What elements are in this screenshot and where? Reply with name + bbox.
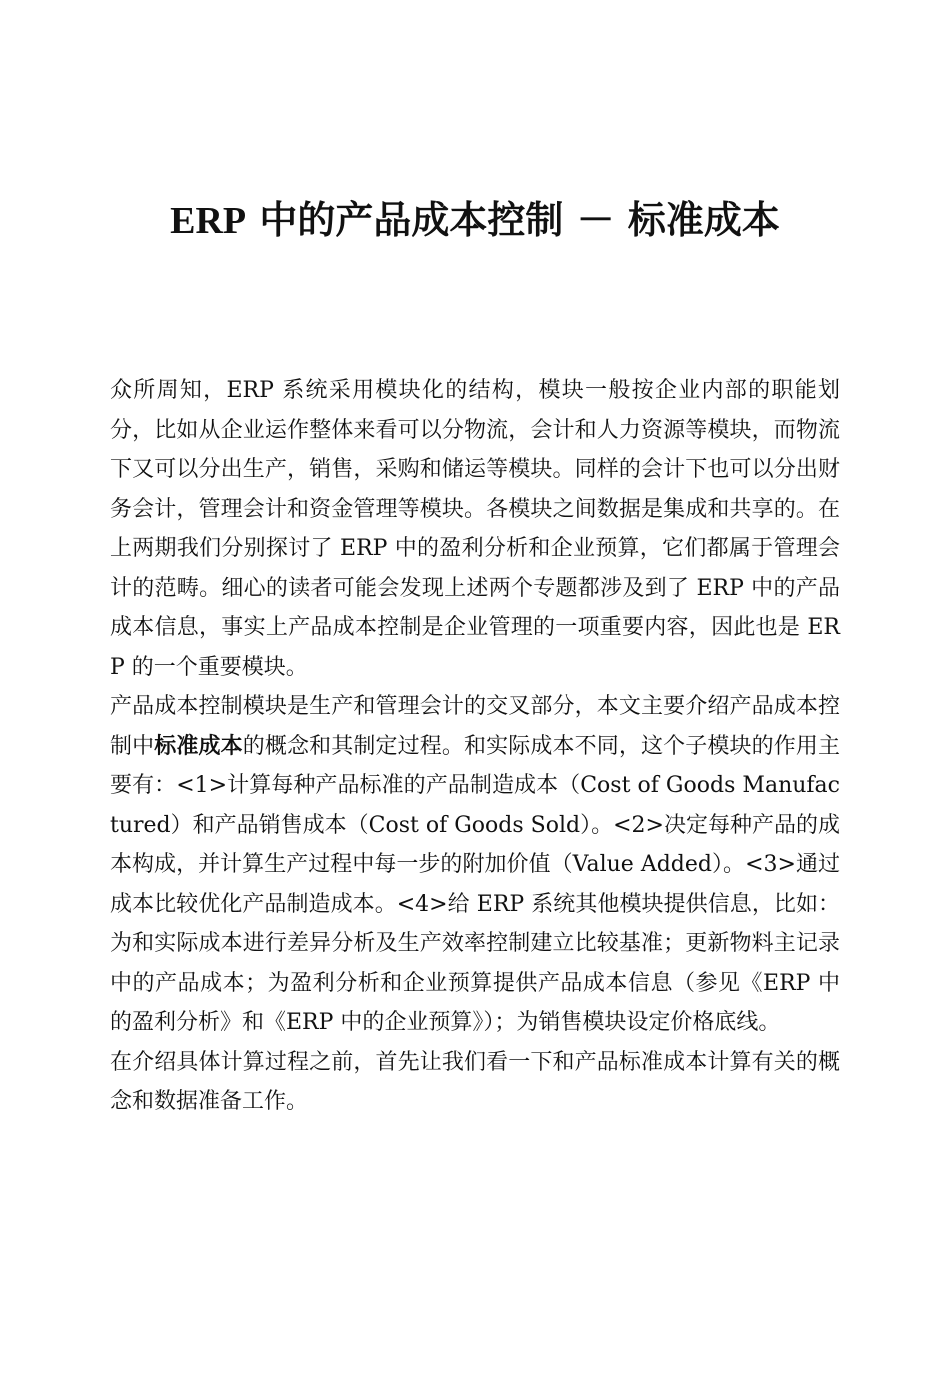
paragraph-intro: 众所周知，ERP 系统采用模块化的结构，模块一般按企业内部的职能划分，比如从企业运作整体来看可以分物流，会计和人力资源等模块，而物流下又可以分出生产，销售，采购和储运等模块。同样的会计下也可以分出财务会计，管理会计和资金管理等模块。各模块之间数据是集成和共享的。在上两期我们分别探讨了 ERP 中的盈利分析和企业预算，它们都属于管理会计的范畴。细心的读者可能会发现上述两个专题都涉及到了 ERP 中的产品成本信息，事实上产品成本控制是企业管理的一项重要内容，因此也是 ERP 的一个重要模块。 — [110, 378, 840, 680]
bold-term-standard-cost: 标准成本 — [154, 733, 243, 759]
title-rest: 中的产品成本控制 － 标准成本 — [246, 198, 780, 242]
paragraph-standard-cost-before: 产品成本控制模块是生产和管理会计的交叉部分，本文主要介绍产品成本控制中 — [110, 694, 840, 759]
title-prefix: ERP — [170, 200, 247, 242]
document-title — [0, 194, 950, 247]
document-body — [110, 371, 840, 1122]
paragraph-closing: 在介绍具体计算过程之前，首先让我们看一下和产品标准成本计算有关的概念和数据准备工作。 — [110, 1049, 840, 1114]
paragraph-standard-cost — [110, 687, 840, 1043]
paragraph-standard-cost-after: 的概念和其制定过程。和实际成本不同，这个子模块的作用主要有：<1>计算每种产品标准的产品制造成本（Cost of Goods Manufactured）和产品销售成本（Cost of Goods Sold）。<2>决定每种产品的成本构成，并计算生产过程中每一步的附加价值（Value Added）。<3>通过成本比较优化产品制造成本。<4>给 ERP 系统其他模块提供信息，比如：为和实际成本进行差异分析及生产效率控制建立比较基准；更新物料主记录中的产品成本；为盈利分析和企业预算提供产品成本信息（参见《ERP 中的盈利分析》和《ERP 中的企业预算》）；为销售模块设定价格底线。 — [110, 733, 840, 1035]
